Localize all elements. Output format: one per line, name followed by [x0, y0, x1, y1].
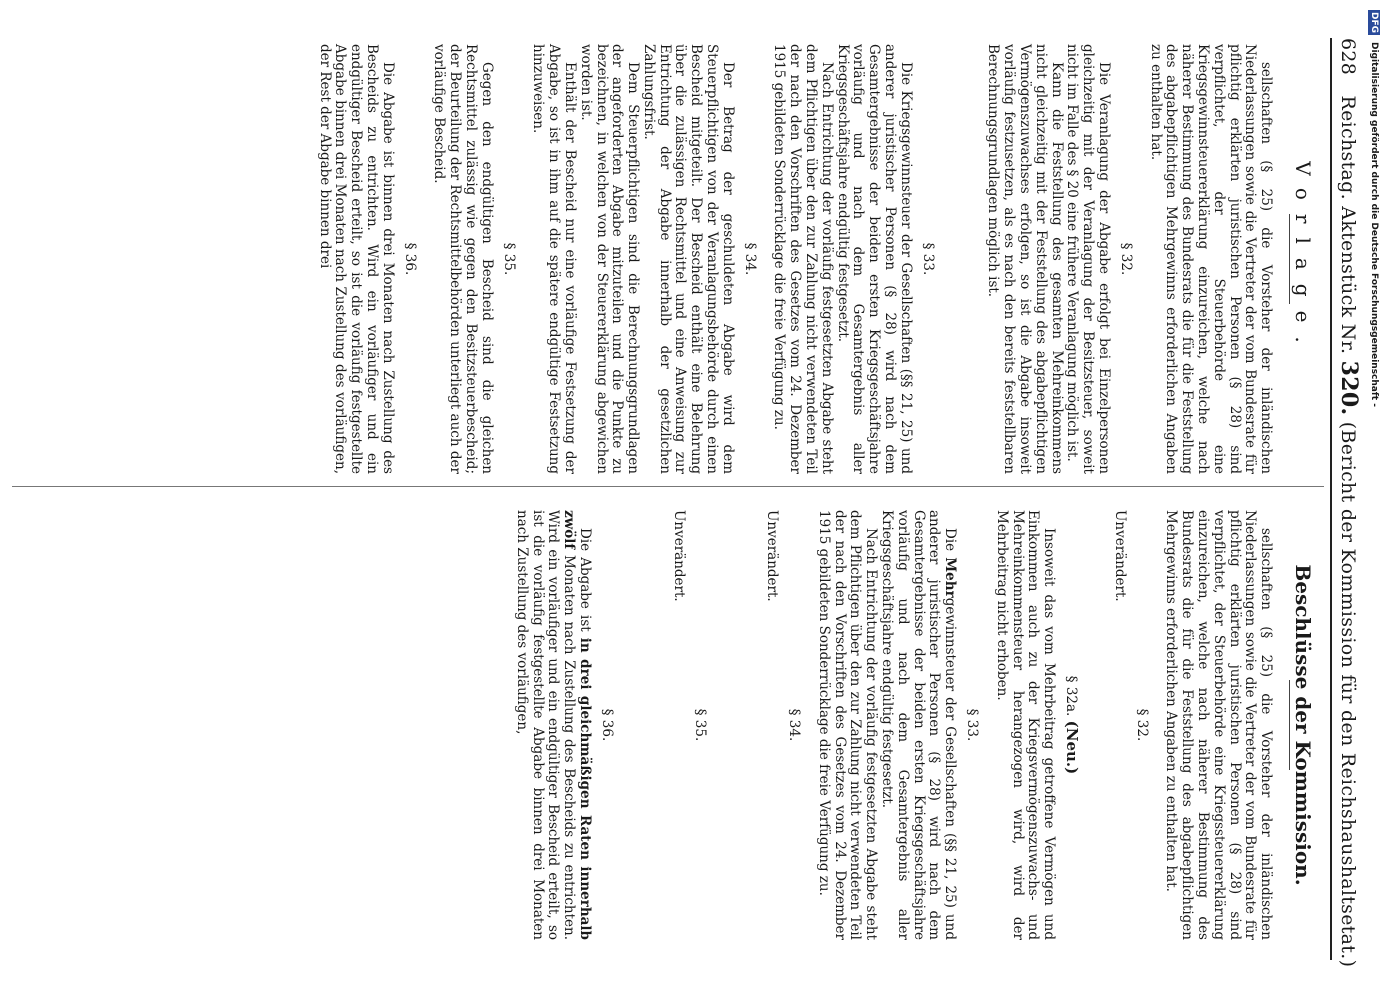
page-number: 628: [1336, 38, 1359, 76]
right-section-32-unchanged: Unverändert.: [1111, 510, 1128, 602]
left-section-32-para-2: Kann die Feststellung des gesamten Mehreinkommens nicht gleichzeitig mit der Feststellung des abgabepflichtigen Vermögenszuwachses erfolgen, so ist die Abgabe insoweit vorläufig festzusetzen, als es nach den bereits feststellbaren Berechnungsgrundlagen möglich ist.: [984, 44, 1065, 474]
right-section-32a-number: § 32a.: [1062, 675, 1079, 717]
right-section-36-post: Monaten nach Zustellung des Bescheids zu entrichten. Wird ein vorläufiger und ein endgültiger Bescheid erteilt, so ist die vorläufig festgestellte Abgabe binnen drei Monaten nach Zustellung des vorläufigen,: [513, 510, 577, 940]
right-section-33-bold: Mehr: [941, 557, 958, 598]
right-section-33-heading: § 33.: [963, 708, 980, 742]
header-prefix: Reichstag. Aktenstück Nr.: [1336, 95, 1359, 355]
right-section-36-bold: in drei gleichmäßigen Raten innerhalb zwölf: [560, 510, 593, 940]
dfg-badge: DFG: [1369, 12, 1379, 34]
left-column: [12, 44, 1324, 474]
left-section-32-para-1: Die Veranlagung der Abgabe erfolgt bei Einzelpersonen gleichzeitig mit der Veranlagung der Besitzsteuer, soweit nicht im Falle des § 20 eine frühere Veranlagung möglich ist.: [1063, 44, 1112, 474]
header-number: 320.: [1335, 360, 1362, 416]
right-section-32a-para-1: Insoweit das vom Mehrbeitrag getroffene Vermögen und Einkommen auch zu der Kriegsvermögenszuwachs- und Mehreinkommensteuer herangezogen wird, wird der Mehrbeitrag nicht erhoben.: [993, 510, 1057, 940]
left-section-34-para-1: Der Betrag der geschuldeten Abgabe wird dem Steuerpflichtigen von der Veranlagungsbehörde durch einen Bescheid mitgeteilt. Der Bescheid enthält eine Belehrung über die zulässigen Rechtsmittel und eine Anweisung zur Entrichtung der Abgabe innerhalb der gesetzlichen Zahlungsfrist.: [640, 44, 736, 474]
right-section-32-heading: § 32.: [1133, 708, 1150, 742]
right-section-35-heading: § 35.: [691, 708, 708, 742]
left-section-32-heading: § 32.: [1117, 242, 1134, 276]
left-intro: sellschaften (§ 25) die Vorsteher der inländischen Niederlassungen sowie die Vertreter der vom Bundesrate für pflichtig erklärten juristischen Personen (§ 28) sind verpflichtet, der Steuerbehörde eine Kriegsgewinnsteuererklärung einzureichen, welche nach näherer Bestimmung des Bundesrats die für die Feststellung des abgabepflichtigen Mehrgewinns erforderlichen Angaben zu enthalten hat.: [1147, 44, 1274, 474]
right-title-rule: [1289, 680, 1290, 770]
header-rest: (Bericht der Kommission für den Reichshaushaltsetat.): [1336, 421, 1359, 968]
right-section-35-unchanged: Unverändert.: [670, 510, 687, 602]
left-section-33-para-1: Die Kriegsgewinnsteuer der Gesellschaften (§§ 21, 25) und anderer juristischer Personen (§ 28) wird nach dem Gesamtergebnisse der beiden ersten Kriegsgeschäftsjahre vorläufig und nach dem Gesamtergebnis aller Kriegsgeschäftsjahre endgültig festgesetzt.: [834, 44, 914, 474]
right-section-36-para-1: [513, 510, 592, 940]
right-section-32a-heading: [1062, 510, 1079, 940]
left-section-33-heading: § 33.: [919, 242, 936, 276]
left-title-rule: [1289, 214, 1290, 304]
document-page: [12, 20, 1372, 980]
spacer: [721, 510, 757, 940]
digitization-credit: [1359, 10, 1379, 990]
left-section-35-heading: § 35.: [500, 242, 517, 276]
right-section-33-para-1: [878, 510, 957, 940]
page-header: [1334, 38, 1362, 968]
right-section-33-pre: Die: [941, 528, 958, 558]
column-divider: [12, 486, 1324, 487]
right-section-36-heading: § 36.: [598, 708, 615, 742]
credit-text: Digitalisierung gefördert durch die Deutsche Forschungsgemeinschaft -: [1369, 42, 1379, 408]
right-section-36-pre: Die Abgabe ist: [576, 528, 593, 638]
left-section-34-heading: § 34.: [741, 242, 758, 276]
left-section-34-para-3: Enthält der Bescheid nur eine vorläufige Festsetzung der Abgabe, so ist in ihm auf die spätere endgültige Festsetzung hinzuweisen.: [529, 44, 578, 474]
right-section-34-unchanged: Unverändert.: [763, 510, 780, 602]
left-section-35-para-1: Gegen den endgültigen Bescheid sind die gleichen Rechtsmittel zulässig wie gegen den Besitzsteuerbescheid; der Beurteilung der Rechtsmittelbehörden unterliegt auch der vorläufige Bescheid.: [430, 44, 495, 474]
left-section-36-heading: § 36.: [401, 242, 418, 276]
spacer: [1093, 510, 1105, 940]
right-section-32a-new-label: (Neu.): [1062, 720, 1081, 775]
left-section-34-para-2: Dem Steuerpflichtigen sind die Berechnungsgrundlagen der angeforderten Abgabe mitzuteilen und die Punkte zu bezeichnen, in welchen von der Steuererklärung abgewichen worden ist.: [577, 44, 641, 474]
right-section-33-post: gewinnsteuer der Gesellschaften (§§ 21, 25) und anderer juristischer Personen (§ 28) wird nach dem Gesamtergebnisse der beiden ersten Kriegsgeschäftsjahre vorläufig und nach dem Gesamtergebnis aller Kriegsgeschäftsjahre endgültig festgesetzt.: [878, 510, 958, 940]
right-column-title: Beschlüsse der Kommission.: [1290, 564, 1315, 886]
left-column-title: Vorlage.: [1290, 161, 1315, 357]
left-section-33-para-2: Nach Entrichtung der vorläufig festgesetzten Abgabe steht dem Pflichtigen über den zur Zahlung nicht verwendeten Teil der nach den Vorschriften des Gesetzes vom 24. Dezember 1915 gebildeten Sonderrücklage die freie Verfügung zu.: [770, 44, 835, 474]
spacer: [627, 510, 663, 940]
left-section-36-para-1: Die Abgabe ist binnen drei Monaten nach Zustellung des Bescheids zu entrichten. Wird ein vorläufiger und ein endgültiger Bescheid erteilt, so ist die vorläufig festgestellte Abgabe binnen drei Monaten nach Zustellung des vorläufigen, der Rest der Abgabe binnen drei: [316, 44, 396, 474]
right-column: [12, 510, 1324, 940]
right-section-34-heading: § 34.: [785, 708, 802, 742]
right-intro: sellschaften (§ 25) die Vorsteher der inländischen Niederlassungen sowie die Vertreter der vom Bundesrate für pflichtig erklärten juristischen Personen (§ 28) sind verpflichtet, der Steuerbehörde eine Kriegssteuererklärung einzureichen, welche nach näherer Bestimmung des Bundesrats die für die Feststellung des abgabepflichtigen Mehrgewinns erforderlichen Angaben zu enthalten hat.: [1162, 510, 1274, 940]
header-rule: [1330, 38, 1332, 960]
side-strip: [1359, 10, 1379, 990]
spacer: [948, 44, 984, 474]
right-section-33-para-2: Nach Entrichtung der vorläufig festgesetzten Abgabe steht dem Pflichtigen über den zur Zahlung nicht verwendeten Teil der nach den Vorschriften des Gesetzes vom 24. Dezember 1915 gebildeten Sonderrücklage die freie Verfügung zu.: [815, 510, 879, 940]
